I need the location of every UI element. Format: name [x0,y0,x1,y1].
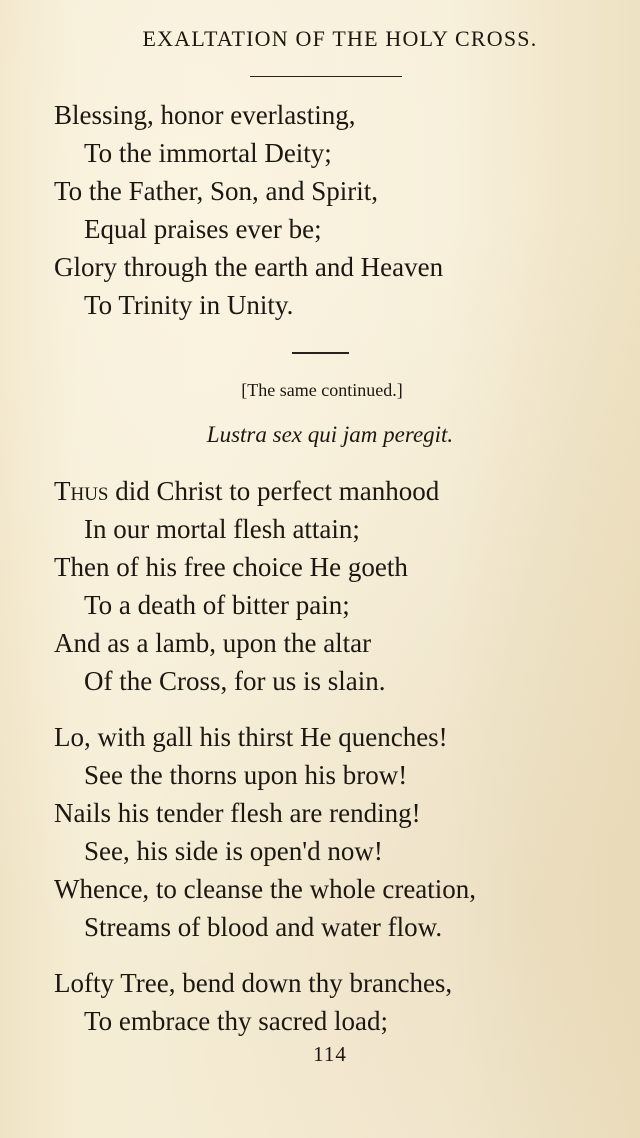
section-rule [292,352,349,354]
verse-line: Equal praises ever be; [84,214,322,244]
verse-line: Of the Cross, for us is slain. [84,666,386,696]
header-rule [250,76,402,77]
verse-line: To the Father, Son, and Spirit, [54,176,378,206]
latin-incipit: Lustra sex qui jam peregit. [206,422,454,447]
verse-line: Whence, to cleanse the whole creation, [54,874,477,904]
verse-line: See the thorns upon his brow! [84,760,408,790]
verse-line: Glory through the earth and Heaven [54,252,444,282]
running-head: EXALTATION OF THE HOLY CROSS. [142,26,538,51]
stanza-4 [54,964,614,1040]
verse-line: To Trinity in Unity. [84,290,294,320]
stanza-3 [54,718,614,946]
section-subtitle: [The same continued.] [241,380,403,400]
verse-line: To embrace thy sacred load; [84,1006,388,1036]
page-number: 114 [313,1042,347,1066]
verse-line: Nails his tender flesh are rending! [54,798,421,828]
verse-line: See, his side is open'd now! [84,836,383,866]
verse-line: Streams of blood and water flow. [84,912,443,942]
stanza-1 [54,96,614,324]
verse-line: To the immortal Deity; [84,138,332,168]
verse-line: Blessing, honor everlasting, [54,100,356,130]
verse-line: In our mortal flesh attain; [84,514,360,544]
verse-line: And as a lamb, upon the altar [54,628,372,658]
stanza-2 [54,472,614,700]
drop-word: Thus [54,476,109,506]
verse-line [54,472,614,510]
verse-line: Lo, with gall his thirst He quenches! [54,722,448,752]
verse-line: To a death of bitter pain; [84,590,350,620]
verse-line: Lofty Tree, bend down thy branches, [54,968,453,998]
verse-line-rest: did Christ to perfect manhood [108,476,440,506]
verse-line: Then of his free choice He goeth [54,552,408,582]
